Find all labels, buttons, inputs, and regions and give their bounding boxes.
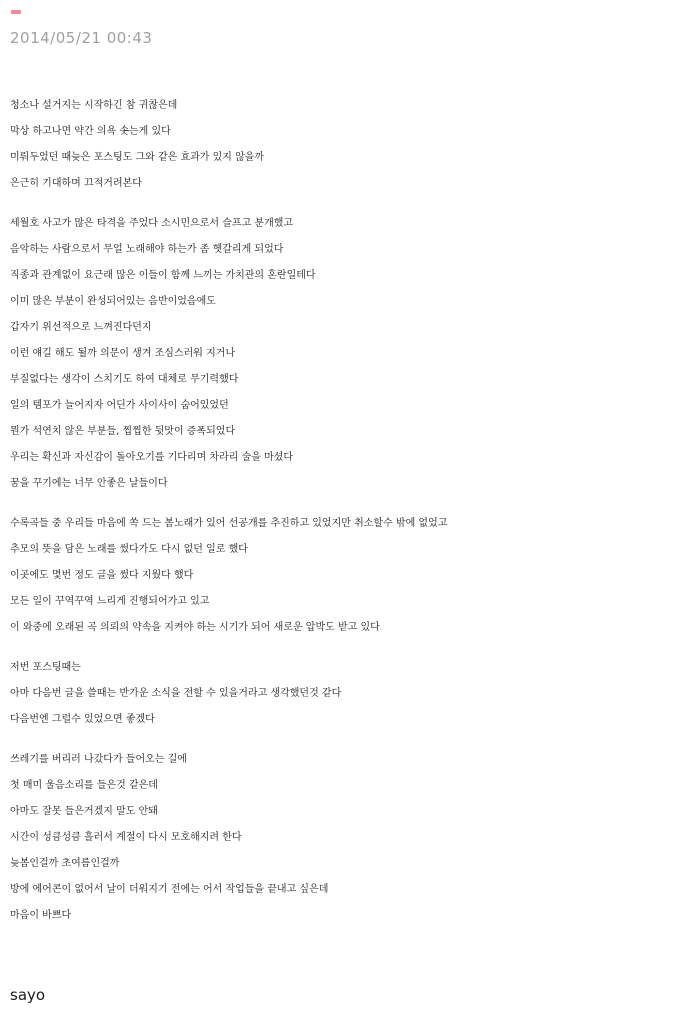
post-paragraph: [10, 655, 695, 733]
post-text-line: 미뤄두었던 때늦은 포스팅도 그와 같은 효과가 있지 않을까: [10, 152, 265, 163]
post-paragraph: [10, 93, 695, 197]
post-date: 2014/05/21 00:43: [10, 29, 153, 47]
post-text-line: 다음번엔 그럴수 있었으면 좋겠다: [10, 714, 155, 725]
post-text-line: 이런 얘길 해도 될까 의문이 생겨 조심스러워 지거나: [10, 348, 236, 359]
post-text-line: 부질없다는 생각이 스치기도 하여 대체로 무기력했다: [10, 374, 239, 385]
post-text-line: 청소나 설거지는 시작하긴 참 귀찮은데: [10, 100, 178, 111]
post-text-line: 직종과 관계없이 요근래 많은 이들이 함께 느끼는 가치관의 혼란일테다: [10, 270, 316, 281]
category-marker: [11, 10, 21, 14]
post-paragraph: [10, 511, 695, 641]
post-text-line: 꿈을 꾸기에는 너무 안좋은 날들이다: [10, 478, 168, 489]
post-text-line: 아마 다음번 글을 쓸때는 반가운 소식을 전할 수 있을거라고 생각했던것 같다: [10, 688, 342, 699]
post-text-line: 방에 에어콘이 없어서 날이 더워지기 전에는 어서 작업들을 끝내고 싶은데: [10, 884, 329, 895]
post-body: [10, 93, 695, 943]
post-text-line: 은근히 기대하며 끄적거려본다: [10, 178, 142, 189]
post-text-line: 저번 포스팅때는: [10, 662, 81, 673]
post-text-line: 수록곡들 중 우리들 마음에 쏙 드는 봄노래가 있어 선공개를 추진하고 있었지만 취소할수 밖에 없었고: [10, 518, 448, 529]
post-text-line: 첫 매미 울음소리를 들은것 같은데: [10, 780, 158, 791]
author-signature: sayo: [10, 986, 46, 1004]
post-text-line: 일의 템포가 늘어지자 어딘가 사이사이 숨어있었던: [10, 400, 229, 411]
post-paragraph: [10, 747, 695, 929]
post-text-line: 마음이 바쁘다: [10, 910, 72, 921]
post-text-line: 뭔가 석연치 않은 부분들, 찝찝한 뒷맛이 증폭되었다: [10, 426, 236, 437]
post-text-line: 이미 많은 부분이 완성되어있는 음반이었음에도: [10, 296, 216, 307]
post-text-line: 우리는 확신과 자신감이 돌아오기를 기다리며 차라리 술을 마셨다: [10, 452, 294, 463]
post-text-line: 이곳에도 몇번 정도 글을 썼다 지웠다 했다: [10, 570, 194, 581]
post-text-line: 늦봄인걸까 초여름인걸까: [10, 858, 120, 869]
post-text-line: 아마도 잘못 들은거겠지 말도 안돼: [10, 806, 158, 817]
post-text-line: 쓰레기를 버리러 나갔다가 들어오는 길에: [10, 754, 187, 765]
post-text-line: 갑자기 위선적으로 느껴진다던지: [10, 322, 152, 333]
post-text-line: 막상 하고나면 약간 의욕 솟는게 있다: [10, 126, 171, 137]
post-text-line: 추모의 뜻을 담은 노래를 썼다가도 다시 없던 일로 했다: [10, 544, 248, 555]
post-text-line: 모든 일이 꾸역꾸역 느리게 진행되어가고 있고: [10, 596, 210, 607]
post-text-line: 시간이 성큼성큼 흘러서 계절이 다시 모호해지려 한다: [10, 832, 242, 843]
post-text-line: 이 와중에 오래된 곡 의뢰의 약속을 지켜야 하는 시기가 되어 새로운 압박도 받고 있다: [10, 622, 380, 633]
post-text-line: 세월호 사고가 많은 타격을 주었다 소시민으로서 슬프고 분개했고: [10, 218, 294, 229]
post-paragraph: [10, 211, 695, 497]
post-text-line: 음악하는 사람으로서 무얼 노래해야 하는가 좀 헷갈리게 되었다: [10, 244, 284, 255]
